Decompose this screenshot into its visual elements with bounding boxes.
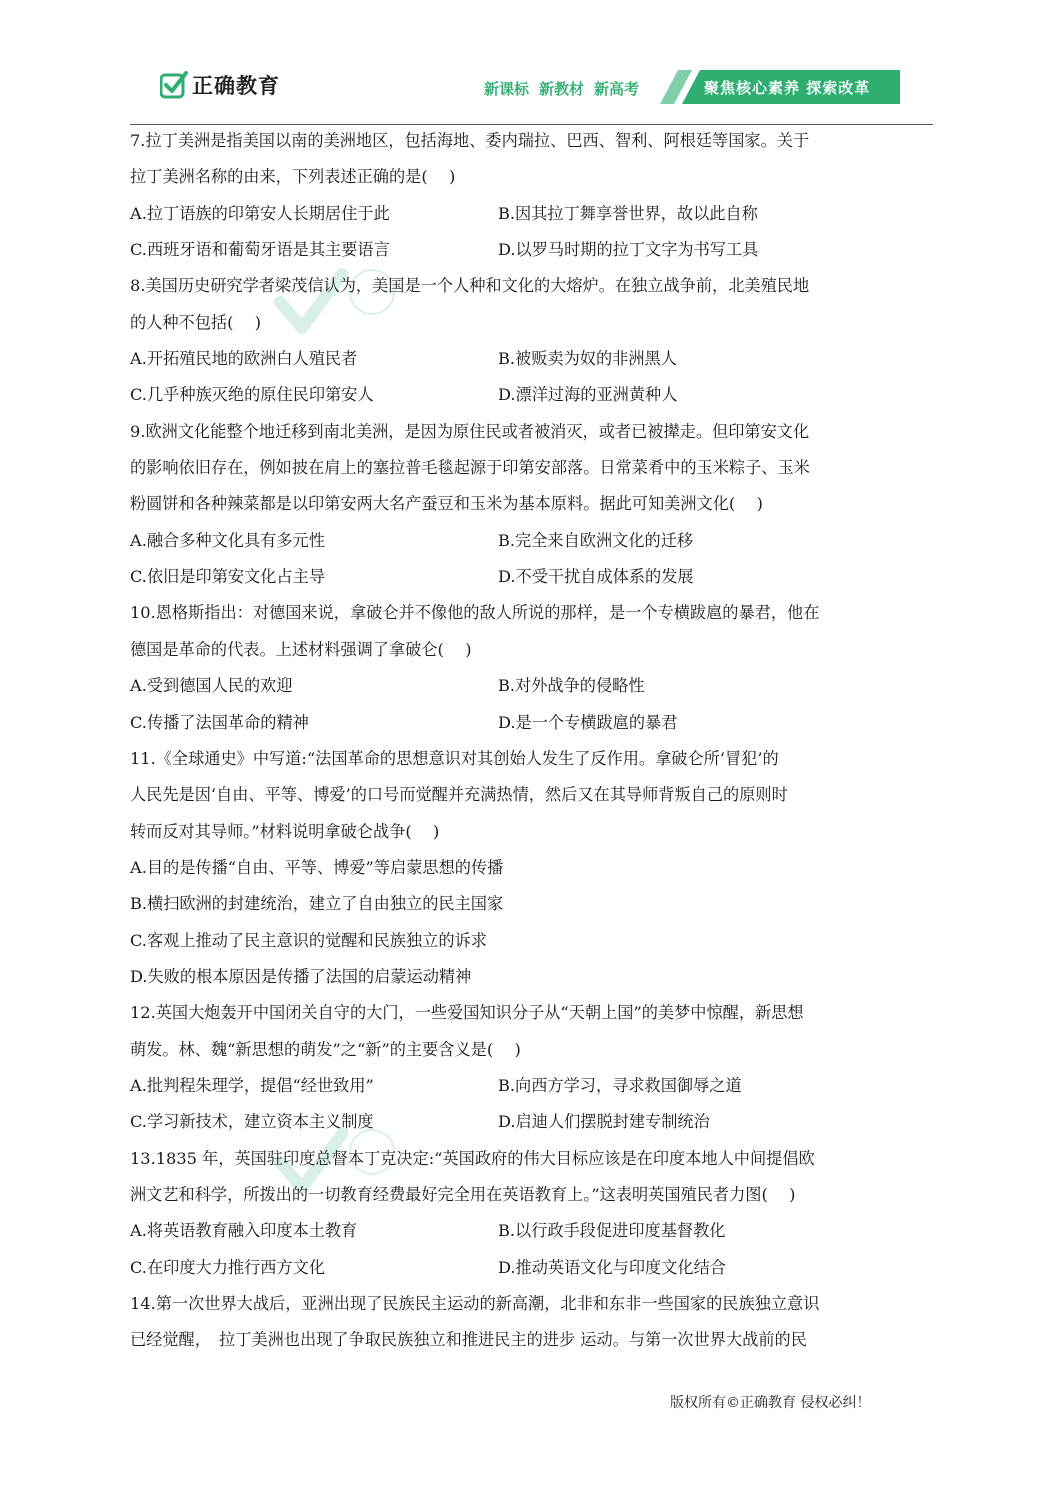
brand-name: 正确教育: [192, 74, 280, 98]
option-d: D.启迪人们摆脱封建专制统治: [498, 1112, 710, 1132]
option-c: C.客观上推动了民主意识的觉醒和民族独立的诉求: [130, 930, 487, 950]
option-b: B.因其拉丁舞享誉世界，故以此自称: [498, 203, 758, 223]
option-row: [130, 668, 930, 704]
question-stem: 的人种不包括( ): [130, 312, 262, 332]
option-c: C.在印度大力推行西方文化: [130, 1257, 326, 1277]
option-row: [130, 523, 930, 559]
option-b: B.完全来自欧洲文化的迁移: [498, 530, 694, 550]
option-a: A.融合多种文化具有多元性: [130, 530, 325, 550]
option-a: A.开拓殖民地的欧洲白人殖民者: [130, 349, 358, 369]
option-d: D.推动英语文化与印度文化结合: [498, 1257, 726, 1277]
question-stem: 德国是革命的代表。上述材料强调了拿破仑( ): [130, 639, 472, 659]
question-stem: 7.拉丁美洲是指美国以南的美洲地区，包括海地、委内瑞拉、巴西、智利、阿根廷等国家。关于: [130, 131, 810, 150]
header-tags: [484, 78, 639, 99]
question-stem: 拉丁美洲名称的由来，下列表述正确的是( ): [130, 167, 456, 187]
option-row: [130, 559, 930, 595]
option-a: A.目的是传播“自由、平等、博爱”等启蒙思想的传播: [130, 857, 504, 877]
brand-logo: [160, 68, 280, 102]
option-row: [130, 705, 930, 741]
tag-new-standard: 新课标: [484, 80, 530, 98]
option-b: B.向西方学习，寻求救国御辱之道: [498, 1075, 742, 1095]
option-b: B.横扫欧洲的封建统治，建立了自由独立的民主国家: [130, 894, 504, 914]
question-stem: 11.《全球通史》中写道:“法国革命的思想意识对其创始人发生了反作用。拿破仑所‘冒犯’的: [130, 748, 779, 768]
option-d: D.漂洋过海的亚洲黄种人: [498, 385, 678, 405]
option-row: [130, 232, 930, 268]
option-b: B.被贩卖为奴的非洲黑人: [498, 349, 677, 369]
question-stem: 萌发。林、魏“新思想的萌发”之“新”的主要含义是( ): [130, 1039, 521, 1059]
option-d: D.不受干扰自成体系的发展: [498, 567, 694, 587]
question-stem: 13.1835 年，英国驻印度总督本丁克决定:“英国政府的伟大目标应该是在印度本地人中间提倡欧: [130, 1148, 815, 1168]
banner-text: 聚焦核心素养 探索改革: [704, 79, 871, 97]
option-row: [130, 377, 930, 413]
option-b: B.以行政手段促进印度基督教化: [498, 1221, 726, 1241]
question-stem: 已经觉醒， 拉丁美洲也出现了争取民族独立和推进民主的进步 运动。与第一次世界大战前的民: [130, 1330, 807, 1350]
question-list: [130, 123, 930, 1359]
copyright-footer: 版权所有©正确教育 侵权必纠！: [670, 1395, 871, 1411]
option-c: C.西班牙语和葡萄牙语是其主要语言: [130, 240, 390, 260]
question-stem: 12.英国大炮轰开中国闭关自守的大门，一些爱国知识分子从“天朝上国”的美梦中惊醒，新思想: [130, 1003, 804, 1023]
option-c: C.学习新技术，建立资本主义制度: [130, 1112, 374, 1132]
header-banner: [660, 70, 900, 104]
question-stem: 的影响依旧存在，例如披在肩上的塞拉普毛毯起源于印第安部落。日常菜肴中的玉米粽子、玉米: [130, 458, 810, 478]
page-header: [0, 0, 1058, 130]
question-stem: 9.欧洲文化能整个地迁移到南北美洲，是因为原住民或者被消灭，或者已被撵走。但印第安文化: [130, 421, 810, 441]
question-stem: 人民先是因‘自由、平等、博爱’的口号而觉醒并充满热情，然后又在其导师背叛自己的原则时: [130, 785, 788, 805]
tag-new-textbook: 新教材: [539, 80, 585, 98]
option-a: A.拉丁语族的印第安人长期居住于此: [130, 203, 390, 223]
option-c: C.依旧是印第安文化占主导: [130, 567, 326, 587]
question-stem: 10.恩格斯指出：对德国来说，拿破仑并不像他的敌人所说的那样，是一个专横跋扈的暴君，他在: [130, 603, 820, 623]
option-a: A.将英语教育融入印度本土教育: [130, 1221, 358, 1241]
option-c: C.传播了法国革命的精神: [130, 712, 309, 732]
option-b: B.对外战争的侵略性: [498, 676, 645, 696]
option-c: C.几乎种族灭绝的原住民印第安人: [130, 385, 374, 405]
option-row: [130, 1068, 930, 1104]
option-d: D.是一个专横跋扈的暴君: [498, 712, 678, 732]
option-a: A.批判程朱理学，提倡“经世致用”: [130, 1075, 374, 1095]
option-d: D.失败的根本原因是传播了法国的启蒙运动精神: [130, 966, 472, 986]
question-stem: 14.第一次世界大战后，亚洲出现了民族民主运动的新高潮，北非和东非一些国家的民族独立意识: [130, 1294, 820, 1313]
question-stem: 转而反对其导师。”材料说明拿破仑战争( ): [130, 821, 440, 841]
option-d: D.以罗马时期的拉丁文字为书写工具: [498, 240, 759, 260]
question-stem: 粉圆饼和各种辣菜都是以印第安两大名产蚕豆和玉米为基本原料。据此可知美洲文化( ): [130, 494, 763, 514]
tag-new-exam: 新高考: [594, 80, 640, 98]
checkmark-logo-icon: [160, 71, 188, 99]
question-stem: 洲文艺和科学，所拨出的一切教育经费最好完全用在英语教育上。”这表明英国殖民者力图( ): [130, 1184, 796, 1204]
option-row: [130, 1104, 930, 1140]
option-a: A.受到德国人民的欢迎: [130, 676, 293, 696]
option-row: [130, 341, 930, 377]
option-row: [130, 1250, 930, 1286]
option-row: [130, 196, 930, 232]
question-stem: 8.美国历史研究学者梁茂信认为，美国是一个人种和文化的大熔炉。在独立战争前，北美殖民地: [130, 276, 810, 296]
option-row: [130, 1213, 930, 1249]
